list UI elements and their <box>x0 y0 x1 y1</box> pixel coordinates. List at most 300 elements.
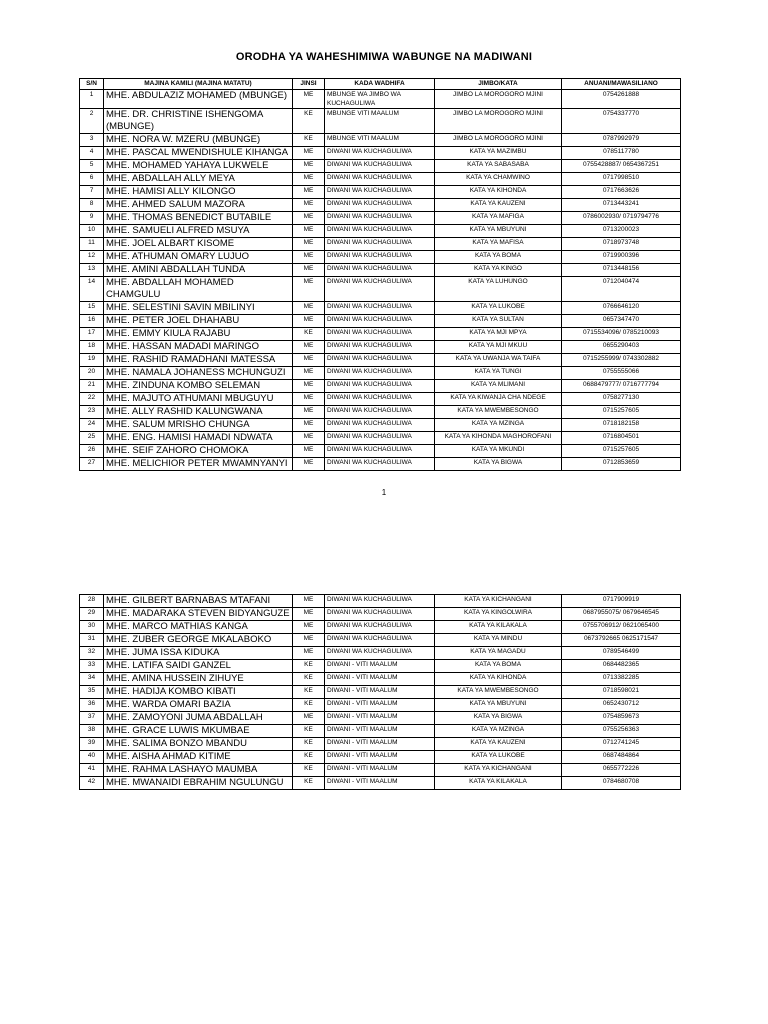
member-role: DIWANI - VITI MAALUM <box>325 764 435 777</box>
member-ward: KATA YA MJI MKUU <box>435 341 562 354</box>
row-number: 23 <box>80 406 104 419</box>
member-phone: 0754337770 <box>562 109 681 134</box>
table-row <box>80 419 681 432</box>
member-sex: ME <box>293 458 325 471</box>
member-ward: KATA YA MZINGA <box>435 725 562 738</box>
member-name: MHE. MOHAMED YAHAYA LUKWELE <box>104 160 293 173</box>
member-phone: 0713448156 <box>562 264 681 277</box>
table-row <box>80 634 681 647</box>
member-name: MHE. ZINDUNA KOMBO SELEMAN <box>104 380 293 393</box>
member-sex: ME <box>293 147 325 160</box>
member-name: MHE. GRACE LUWIS MKUMBAE <box>104 725 293 738</box>
member-sex: ME <box>293 634 325 647</box>
member-role: DIWANI - VITI MAALUM <box>325 725 435 738</box>
member-role: DIWANI WA KUCHAGULIWA <box>325 212 435 225</box>
member-role: DIWANI WA KUCHAGULIWA <box>325 608 435 621</box>
member-phone: 0755428887/ 0654367251 <box>562 160 681 173</box>
member-name: MHE. PETER JOEL DHAHABU <box>104 315 293 328</box>
member-phone: 0755256363 <box>562 725 681 738</box>
member-phone: 0754859673 <box>562 712 681 725</box>
member-phone: 0688479777/ 0716777794 <box>562 380 681 393</box>
member-name: MHE. HAMISI ALLY KILONGO <box>104 186 293 199</box>
member-sex: ME <box>293 419 325 432</box>
member-ward: KATA YA MBUYUNI <box>435 225 562 238</box>
member-role: DIWANI WA KUCHAGULIWA <box>325 647 435 660</box>
member-sex: ME <box>293 315 325 328</box>
member-sex: KE <box>293 699 325 712</box>
member-name: MHE. ZUBER GEORGE MKALABOKO <box>104 634 293 647</box>
member-sex: ME <box>293 160 325 173</box>
member-name: MHE. EMMY KIULA RAJABU <box>104 328 293 341</box>
table-row <box>80 354 681 367</box>
member-phone: 0717909919 <box>562 595 681 608</box>
member-phone: 0787992979 <box>562 134 681 147</box>
member-name: MHE. MAJUTO ATHUMANI MBUGUYU <box>104 393 293 406</box>
member-name: MHE. ZAMOYONI JUMA ABDALLAH <box>104 712 293 725</box>
member-phone: 0652430712 <box>562 699 681 712</box>
member-ward: KATA YA MKUNDI <box>435 445 562 458</box>
member-name: MHE. AISHA AHMAD KITIME <box>104 751 293 764</box>
table-row <box>80 686 681 699</box>
member-role: DIWANI WA KUCHAGULIWA <box>325 341 435 354</box>
header-ward: JIMBO/KATA <box>435 79 562 90</box>
member-role: DIWANI WA KUCHAGULIWA <box>325 634 435 647</box>
member-sex: ME <box>293 212 325 225</box>
table-row <box>80 147 681 160</box>
member-ward: KATA YA MAFIGA <box>435 212 562 225</box>
council-members-table-2 <box>79 594 681 790</box>
member-ward: KATA YA KAUZENI <box>435 199 562 212</box>
member-role: DIWANI WA KUCHAGULIWA <box>325 251 435 264</box>
member-sex: KE <box>293 673 325 686</box>
member-name: MHE. AMINA HUSSEIN ZIHUYE <box>104 673 293 686</box>
member-phone: 0712040474 <box>562 277 681 302</box>
table-row <box>80 212 681 225</box>
table-row <box>80 367 681 380</box>
member-role: DIWANI - VITI MAALUM <box>325 673 435 686</box>
table-row <box>80 238 681 251</box>
row-number: 20 <box>80 367 104 380</box>
member-sex: ME <box>293 608 325 621</box>
member-phone: 0718182158 <box>562 419 681 432</box>
member-ward: JIMBO LA MOROGORO MJINI <box>435 134 562 147</box>
member-ward: KATA YA TUNGI <box>435 367 562 380</box>
member-ward: KATA YA KICHANGANI <box>435 595 562 608</box>
member-name: MHE. GILBERT BARNABAS MTAFANI <box>104 595 293 608</box>
member-sex: ME <box>293 90 325 109</box>
member-phone: 0684482365 <box>562 660 681 673</box>
member-sex: ME <box>293 380 325 393</box>
member-phone: 0657347470 <box>562 315 681 328</box>
member-name: MHE. AHMED SALUM MAZORA <box>104 199 293 212</box>
member-ward: KATA YA BOMA <box>435 251 562 264</box>
row-number: 4 <box>80 147 104 160</box>
member-name: MHE. SALIMA BONZO MBANDU <box>104 738 293 751</box>
member-role: DIWANI WA KUCHAGULIWA <box>325 186 435 199</box>
member-ward: KATA YA MAGADU <box>435 647 562 660</box>
table-row <box>80 764 681 777</box>
member-sex: KE <box>293 686 325 699</box>
row-number: 7 <box>80 186 104 199</box>
member-name: MHE. ABDALLAH ALLY MEYA <box>104 173 293 186</box>
member-sex: ME <box>293 173 325 186</box>
member-role: MBUNGE VITI MAALUM <box>325 109 435 134</box>
member-role: DIWANI - VITI MAALUM <box>325 712 435 725</box>
row-number: 32 <box>80 647 104 660</box>
member-ward: KATA YA KAUZENI <box>435 738 562 751</box>
row-number: 25 <box>80 432 104 445</box>
member-sex: ME <box>293 225 325 238</box>
member-phone: 0655290403 <box>562 341 681 354</box>
member-ward: KATA YA MAZIMBU <box>435 147 562 160</box>
member-role: MBUNGE WA JIMBO WA KUCHAGULIWA <box>325 90 435 109</box>
member-sex: ME <box>293 445 325 458</box>
row-number: 6 <box>80 173 104 186</box>
member-role: DIWANI WA KUCHAGULIWA <box>325 458 435 471</box>
member-phone: 0673792665 0625171547 <box>562 634 681 647</box>
member-role: DIWANI - VITI MAALUM <box>325 699 435 712</box>
member-sex: KE <box>293 738 325 751</box>
row-number: 13 <box>80 264 104 277</box>
member-sex: ME <box>293 302 325 315</box>
table-row <box>80 445 681 458</box>
member-name: MHE. NAMALA JOHANESS MCHUNGUZI <box>104 367 293 380</box>
header-sn: S/N <box>80 79 104 90</box>
member-role: DIWANI - VITI MAALUM <box>325 751 435 764</box>
member-ward: KATA YA MLIMANI <box>435 380 562 393</box>
member-sex: ME <box>293 251 325 264</box>
member-sex: ME <box>293 341 325 354</box>
member-phone: 0713382285 <box>562 673 681 686</box>
member-ward: KATA YA MJI MPYA <box>435 328 562 341</box>
table-header-row <box>80 79 681 90</box>
row-number: 40 <box>80 751 104 764</box>
member-sex: KE <box>293 109 325 134</box>
member-ward: KATA YA LUKOBE <box>435 751 562 764</box>
header-role: KADA WADHIFA <box>325 79 435 90</box>
member-ward: KATA YA KILAKALA <box>435 621 562 634</box>
member-name: MHE. ATHUMAN OMARY LUJUO <box>104 251 293 264</box>
council-members-table-1 <box>79 78 681 471</box>
member-phone: 0713443241 <box>562 199 681 212</box>
row-number: 14 <box>80 277 104 302</box>
member-role: DIWANI WA KUCHAGULIWA <box>325 238 435 251</box>
member-sex: KE <box>293 660 325 673</box>
member-role: DIWANI WA KUCHAGULIWA <box>325 432 435 445</box>
table-row <box>80 660 681 673</box>
member-ward: KATA YA LUKOBE <box>435 302 562 315</box>
member-sex: ME <box>293 264 325 277</box>
member-role: DIWANI WA KUCHAGULIWA <box>325 173 435 186</box>
row-number: 12 <box>80 251 104 264</box>
row-number: 36 <box>80 699 104 712</box>
member-phone: 0784680708 <box>562 777 681 790</box>
member-name: MHE. MWANAIDI EBRAHIM NGULUNGU <box>104 777 293 790</box>
member-ward: KATA YA UWANJA WA TAIFA <box>435 354 562 367</box>
member-sex: KE <box>293 328 325 341</box>
page-number: 1 <box>381 488 387 497</box>
row-number: 29 <box>80 608 104 621</box>
member-phone: 0715257605 <box>562 445 681 458</box>
table-row <box>80 725 681 738</box>
member-role: DIWANI WA KUCHAGULIWA <box>325 302 435 315</box>
table-row <box>80 109 681 134</box>
member-ward: KATA YA BOMA <box>435 660 562 673</box>
member-sex: ME <box>293 406 325 419</box>
row-number: 42 <box>80 777 104 790</box>
row-number: 16 <box>80 315 104 328</box>
table-row <box>80 341 681 354</box>
member-sex: ME <box>293 277 325 302</box>
row-number: 5 <box>80 160 104 173</box>
member-role: MBUNGE VITI MAALUM <box>325 134 435 147</box>
member-name: MHE. SEIF ZAHORO CHOMOKA <box>104 445 293 458</box>
member-ward: KATA YA SULTAN <box>435 315 562 328</box>
member-ward: KATA YA MBUYUNI <box>435 699 562 712</box>
member-ward: KATA YA KICHANGANI <box>435 764 562 777</box>
row-number: 21 <box>80 380 104 393</box>
row-number: 9 <box>80 212 104 225</box>
table-row <box>80 432 681 445</box>
member-sex: ME <box>293 367 325 380</box>
member-ward: KATA YA MWEMBESONGO <box>435 406 562 419</box>
member-sex: ME <box>293 621 325 634</box>
member-phone: 0766646120 <box>562 302 681 315</box>
member-phone: 0715534096/ 0785210093 <box>562 328 681 341</box>
row-number: 34 <box>80 673 104 686</box>
member-ward: KATA YA KIWANJA CHA NDEGE <box>435 393 562 406</box>
table-row <box>80 225 681 238</box>
member-name: MHE. JOEL ALBART KISOME <box>104 238 293 251</box>
member-role: DIWANI WA KUCHAGULIWA <box>325 367 435 380</box>
member-name: MHE. SAMUELI ALFRED MSUYA <box>104 225 293 238</box>
row-number: 19 <box>80 354 104 367</box>
row-number: 39 <box>80 738 104 751</box>
row-number: 35 <box>80 686 104 699</box>
row-number: 3 <box>80 134 104 147</box>
member-sex: ME <box>293 647 325 660</box>
member-role: DIWANI WA KUCHAGULIWA <box>325 406 435 419</box>
member-sex: ME <box>293 199 325 212</box>
member-phone: 0717663626 <box>562 186 681 199</box>
member-ward: KATA YA KIHONDA <box>435 186 562 199</box>
member-phone: 0785117780 <box>562 147 681 160</box>
row-number: 10 <box>80 225 104 238</box>
member-phone: 0712741245 <box>562 738 681 751</box>
member-phone: 0687484864 <box>562 751 681 764</box>
member-ward: KATA YA BIGWA <box>435 458 562 471</box>
member-name: MHE. DR. CHRISTINE ISHENGOMA (MBUNGE) <box>104 109 293 134</box>
member-phone: 0754261888 <box>562 90 681 109</box>
table-row <box>80 393 681 406</box>
member-phone: 0716804501 <box>562 432 681 445</box>
table-2-body <box>80 595 681 790</box>
member-ward: KATA YA BIGWA <box>435 712 562 725</box>
table-row <box>80 328 681 341</box>
member-ward: KATA YA MINDU <box>435 634 562 647</box>
member-phone: 0655772226 <box>562 764 681 777</box>
member-phone: 0755555066 <box>562 367 681 380</box>
row-number: 26 <box>80 445 104 458</box>
member-name: MHE. ENG. HAMISI HAMADI NDWATA <box>104 432 293 445</box>
table-row <box>80 777 681 790</box>
row-number: 31 <box>80 634 104 647</box>
member-phone: 0719900396 <box>562 251 681 264</box>
member-name: MHE. THOMAS BENEDICT BUTABILE <box>104 212 293 225</box>
member-sex: KE <box>293 751 325 764</box>
table-row <box>80 406 681 419</box>
member-name: MHE. ABDULAZIZ MOHAMED (MBUNGE) <box>104 90 293 109</box>
table-row <box>80 621 681 634</box>
member-role: DIWANI WA KUCHAGULIWA <box>325 328 435 341</box>
member-ward: JIMBO LA MOROGORO MJINI <box>435 109 562 134</box>
member-name: MHE. PASCAL MWENDISHULE KIHANGA <box>104 147 293 160</box>
row-number: 30 <box>80 621 104 634</box>
row-number: 18 <box>80 341 104 354</box>
row-number: 37 <box>80 712 104 725</box>
member-name: MHE. HADIJA KOMBO KIBATI <box>104 686 293 699</box>
member-role: DIWANI WA KUCHAGULIWA <box>325 354 435 367</box>
table-row <box>80 751 681 764</box>
row-number: 2 <box>80 109 104 134</box>
member-ward: KATA YA CHAMWINO <box>435 173 562 186</box>
member-role: DIWANI WA KUCHAGULIWA <box>325 621 435 634</box>
page-title: ORODHA YA WAHESHIMIWA WABUNGE NA MADIWANI <box>235 51 533 63</box>
member-role: DIWANI WA KUCHAGULIWA <box>325 419 435 432</box>
member-ward: KATA YA MWEMBESONGO <box>435 686 562 699</box>
member-ward: JIMBO LA MOROGORO MJINI <box>435 90 562 109</box>
member-ward: KATA YA MZINGA <box>435 419 562 432</box>
member-phone: 0718598021 <box>562 686 681 699</box>
member-phone: 0713200023 <box>562 225 681 238</box>
table-row <box>80 302 681 315</box>
table-row <box>80 608 681 621</box>
table-row <box>80 458 681 471</box>
table-row <box>80 186 681 199</box>
row-number: 41 <box>80 764 104 777</box>
table-row <box>80 380 681 393</box>
member-role: DIWANI WA KUCHAGULIWA <box>325 315 435 328</box>
table-row <box>80 251 681 264</box>
header-sex: JINSI <box>293 79 325 90</box>
member-phone: 0758277130 <box>562 393 681 406</box>
table-row <box>80 738 681 751</box>
member-name: MHE. AMINI ABDALLAH TUNDA <box>104 264 293 277</box>
member-sex: ME <box>293 186 325 199</box>
table-row <box>80 699 681 712</box>
member-sex: ME <box>293 354 325 367</box>
member-ward: KATA YA KIHONDA MAGHOROFANI <box>435 432 562 445</box>
table-row <box>80 673 681 686</box>
header-name: MAJINA KAMILI (MAJINA MATATU) <box>104 79 293 90</box>
member-role: DIWANI WA KUCHAGULIWA <box>325 393 435 406</box>
member-role: DIWANI WA KUCHAGULIWA <box>325 595 435 608</box>
member-name: MHE. JUMA ISSA KIDUKA <box>104 647 293 660</box>
member-name: MHE. SELESTINI SAVIN MBILINYI <box>104 302 293 315</box>
row-number: 11 <box>80 238 104 251</box>
table-row <box>80 134 681 147</box>
member-role: DIWANI WA KUCHAGULIWA <box>325 264 435 277</box>
member-sex: KE <box>293 777 325 790</box>
row-number: 33 <box>80 660 104 673</box>
member-sex: KE <box>293 134 325 147</box>
row-number: 24 <box>80 419 104 432</box>
table-row <box>80 90 681 109</box>
table-row <box>80 264 681 277</box>
member-role: DIWANI - VITI MAALUM <box>325 660 435 673</box>
member-sex: ME <box>293 432 325 445</box>
member-name: MHE. SALUM MRISHO CHUNGA <box>104 419 293 432</box>
member-name: MHE. MARCO MATHIAS KANGA <box>104 621 293 634</box>
member-sex: ME <box>293 393 325 406</box>
row-number: 8 <box>80 199 104 212</box>
member-role: DIWANI - VITI MAALUM <box>325 686 435 699</box>
table-row <box>80 647 681 660</box>
member-sex: KE <box>293 764 325 777</box>
member-name: MHE. LATIFA SAIDI GANZEL <box>104 660 293 673</box>
member-phone: 0717998510 <box>562 173 681 186</box>
member-phone: 0715257605 <box>562 406 681 419</box>
member-name: MHE. RASHID RAMADHANI MATESSA <box>104 354 293 367</box>
member-ward: KATA YA SABASABA <box>435 160 562 173</box>
table-1-body <box>80 90 681 471</box>
member-ward: KATA YA KINGOLWIRA <box>435 608 562 621</box>
member-phone: 0712853659 <box>562 458 681 471</box>
member-ward: KATA YA KILAKALA <box>435 777 562 790</box>
member-phone: 0687955075/ 0679646545 <box>562 608 681 621</box>
member-name: MHE. NORA W. MZERU (MBUNGE) <box>104 134 293 147</box>
member-role: DIWANI WA KUCHAGULIWA <box>325 445 435 458</box>
member-ward: KATA YA KIHONDA <box>435 673 562 686</box>
row-number: 27 <box>80 458 104 471</box>
row-number: 22 <box>80 393 104 406</box>
row-number: 28 <box>80 595 104 608</box>
member-phone: 0786002930/ 0719794776 <box>562 212 681 225</box>
member-role: DIWANI WA KUCHAGULIWA <box>325 147 435 160</box>
member-role: DIWANI WA KUCHAGULIWA <box>325 199 435 212</box>
table-row <box>80 277 681 302</box>
table-row <box>80 199 681 212</box>
member-name: MHE. ALLY RASHID KALUNGWANA <box>104 406 293 419</box>
member-role: DIWANI WA KUCHAGULIWA <box>325 277 435 302</box>
member-role: DIWANI - VITI MAALUM <box>325 777 435 790</box>
member-ward: KATA YA MAFISA <box>435 238 562 251</box>
row-number: 1 <box>80 90 104 109</box>
member-ward: KATA YA LUHUNGO <box>435 277 562 302</box>
member-name: MHE. RAHMA LASHAYO MAUMBA <box>104 764 293 777</box>
member-name: MHE. WARDA OMARI BAZIA <box>104 699 293 712</box>
member-sex: ME <box>293 238 325 251</box>
member-sex: ME <box>293 595 325 608</box>
table-row <box>80 173 681 186</box>
member-name: MHE. HASSAN MADADI MARINGO <box>104 341 293 354</box>
member-name: MHE. MADARAKA STEVEN BIDYANGUZE <box>104 608 293 621</box>
member-phone: 0715255999/ 0743302882 <box>562 354 681 367</box>
member-role: DIWANI WA KUCHAGULIWA <box>325 225 435 238</box>
member-phone: 0718973748 <box>562 238 681 251</box>
row-number: 15 <box>80 302 104 315</box>
member-name: MHE. MELICHIOR PETER MWAMNYANYI <box>104 458 293 471</box>
member-sex: KE <box>293 725 325 738</box>
table-row <box>80 315 681 328</box>
member-role: DIWANI WA KUCHAGULIWA <box>325 160 435 173</box>
member-sex: ME <box>293 712 325 725</box>
table-row <box>80 160 681 173</box>
row-number: 17 <box>80 328 104 341</box>
member-role: DIWANI - VITI MAALUM <box>325 738 435 751</box>
header-phone: ANUANI/MAWASILIANO <box>562 79 681 90</box>
member-phone: 0755706912/ 0621065400 <box>562 621 681 634</box>
